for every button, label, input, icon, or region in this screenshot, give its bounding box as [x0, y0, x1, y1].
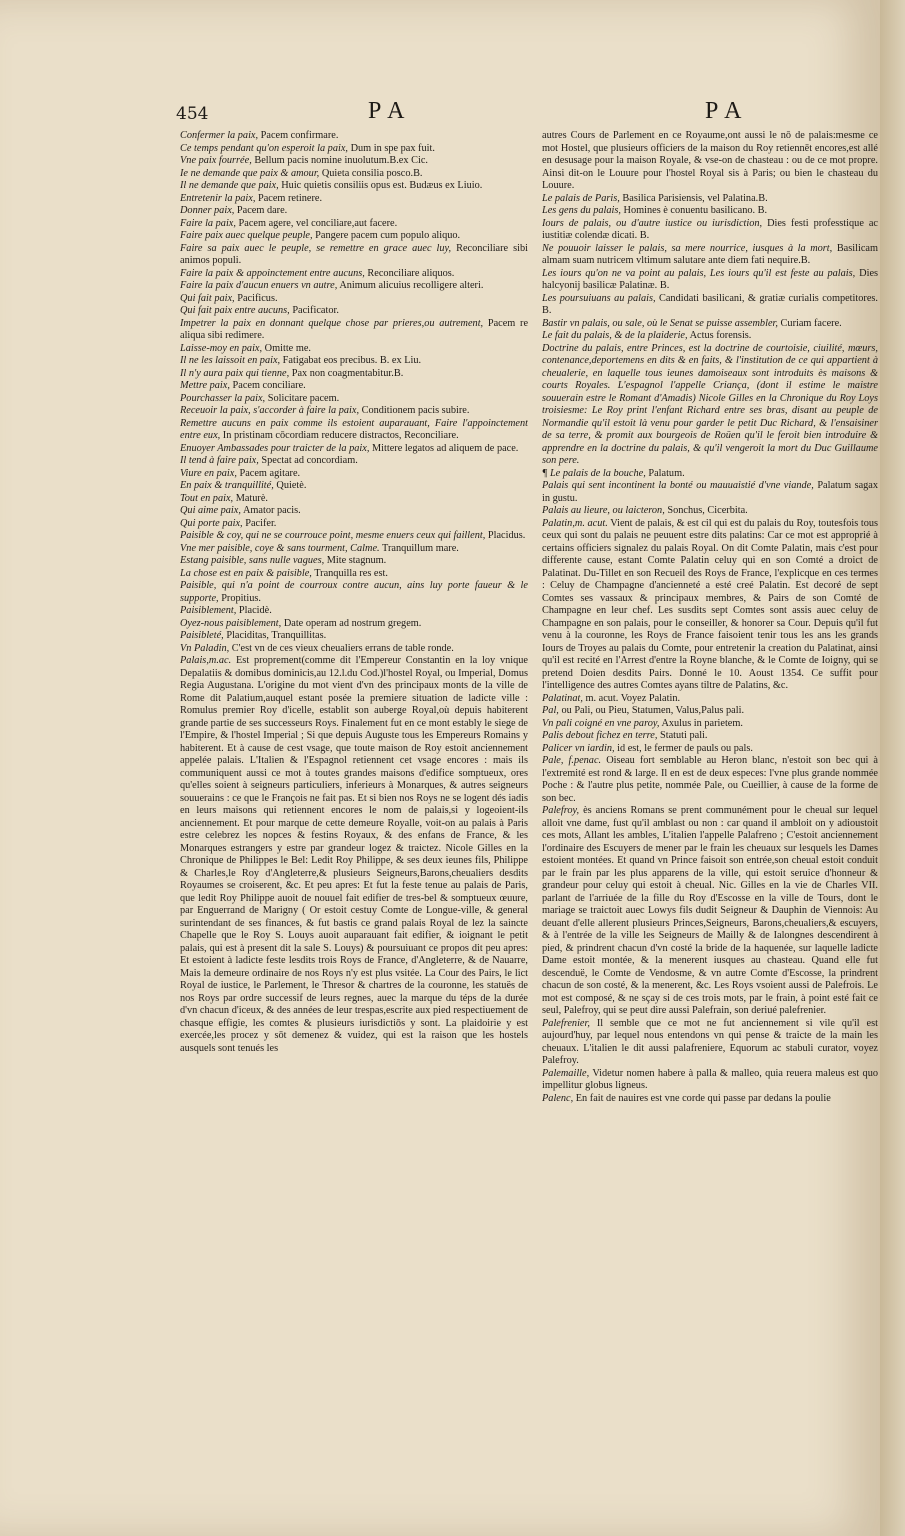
entry-french: Qui porte paix,: [180, 517, 243, 529]
entry-french: Palefroy,: [542, 805, 580, 816]
entry-latin: Omitte me.: [264, 342, 311, 354]
entry-latin: Pacem agitare.: [239, 467, 301, 479]
dictionary-entry: [542, 343, 878, 468]
entry-french: Les gens du palais,: [542, 205, 621, 216]
entry-latin: Pacificus.: [237, 292, 278, 304]
entry-latin: Huic quietis consiliis opus est. Budæus ex Liuio.: [281, 180, 483, 191]
entry-french: Ce temps pendant qu'on esperoit la paix,: [180, 142, 348, 154]
dictionary-entry: [542, 318, 878, 331]
entry-french: Palatinat,: [542, 692, 583, 704]
entry-french: Confermer la paix,: [180, 130, 259, 141]
dictionary-entry: [180, 393, 528, 406]
entry-french: Vn Paladin,: [180, 642, 230, 654]
entry-french: Pale, f.penac.: [542, 755, 602, 766]
entry-french: Palais au lieure, ou laicteron,: [542, 505, 665, 516]
entry-french: Palefrenier,: [542, 1017, 590, 1029]
dictionary-entry: [180, 455, 528, 468]
entry-latin: Animum alicuius recolligere alteri.: [339, 280, 484, 291]
dictionary-entry: [542, 705, 878, 718]
dictionary-entry: [180, 168, 528, 181]
dictionary-entry: [180, 280, 528, 293]
entry-latin: Conditionem pacis subire.: [361, 405, 470, 416]
page-edge: [880, 0, 905, 1536]
entry-french: Paisiblement,: [180, 605, 237, 616]
entry-latin: Homines è conuentu basilicano. B.: [623, 205, 768, 216]
entry-latin: Reconciliare aliquos.: [367, 267, 455, 279]
running-head-right: PA: [705, 98, 750, 124]
page-number: 454: [176, 104, 209, 124]
entry-latin: Reconciliare sibi animos populi.: [180, 242, 528, 266]
entry-latin: Dies halcyonij basilicæ Palatinæ. B.: [542, 267, 878, 291]
entry-latin: Tranquilla res est.: [314, 567, 388, 579]
dictionary-entry: [180, 130, 528, 143]
dictionary-entry: [180, 518, 528, 531]
entry-french: Tout en paix,: [180, 492, 234, 504]
entry-latin: Bellum pacis nomine inuolutum.B.ex Cic.: [254, 155, 428, 166]
dictionary-entry: [180, 530, 528, 543]
dictionary-entry: [180, 293, 528, 306]
entry-latin: Pacifer.: [245, 517, 277, 529]
entry-french: Les iours qu'on ne va point au palais, Les iours qu'il est feste au palais,: [542, 267, 856, 279]
entry-french: Palis debout fichez en terre,: [542, 730, 658, 741]
running-head-left: PA: [368, 98, 413, 124]
entry-french: Pal,: [542, 705, 559, 716]
entry-french: Oyez-nous paisiblement,: [180, 617, 282, 629]
entry-french: Doctrine du palais, entre Princes, est la doctrine de courtoisie, ciuilité, mœurs, contenance,deportemens en dits & en faits, & l'institution de ce qui appartient à cheualerie, en laquelle tous ieunes damoiseaux sont introduits ès maisons & courts Royales. L'espagnol l'appelle Criança, (dont il estime le maistre souuerain estre le Romant d'Amadis) Nicole Gilles en la Chronique du Roy Loys troisiesme: Le Roy print l'enfant Richard entre ses bras, disant au peuple de Normandie qu'il estoit là venu pour garder le petit Duc Richard, & l'ensaisiner de sa terre, & promit aux bourgeois de Roüen qu'il le feroit bien introduire & apprendre en la doctrine du palais, & qu'il vengeroit la mort du Duc Guillaume son pere.: [542, 342, 878, 466]
entry-latin: Basilicam almam suam nutricem vltimum salutare ante diem fati nequire.B.: [542, 242, 878, 266]
entry-latin: Tranquillum mare.: [382, 542, 459, 554]
entry-french: Palatin,m. acut.: [542, 517, 608, 529]
entry-french: Paisible, qui n'a point de courroux contre aucun, ains luy porte faueur & le supporte,: [180, 580, 528, 604]
dictionary-entry: [542, 330, 878, 343]
dictionary-entry: [542, 293, 878, 318]
entry-latin: Videtur nomen habere à palla & malleo, quia reuera maleus est quo impellitur globus ligneus.: [542, 1067, 878, 1091]
dictionary-entry: [542, 743, 878, 756]
dictionary-entry: [542, 693, 878, 706]
entry-french: Bastir vn palais, ou sale, où le Senat se puisse assembler,: [542, 317, 778, 329]
entry-french: Viure en paix,: [180, 467, 237, 479]
entry-latin: In pristinam cōcordiam reducere distractos, Reconciliare.: [222, 430, 459, 441]
entry-latin: Solicitare pacem.: [267, 392, 340, 404]
dictionary-entry: [180, 493, 528, 506]
entry-latin: Mittere legatos ad aliquem de pace.: [372, 442, 519, 454]
dictionary-entry: [180, 655, 528, 1055]
entry-latin: Quieta consilia posco.B.: [321, 167, 423, 179]
entry-latin: Maturè.: [235, 492, 268, 504]
entry-french: Donner paix,: [180, 205, 235, 216]
entry-french: Palais qui sent incontinent la bonté ou mauuaistié d'vne viande,: [542, 480, 814, 491]
entry-french: Il n'y aura paix qui tienne,: [180, 367, 290, 379]
entry-french: Qui aime paix,: [180, 505, 241, 516]
entry-french: Faire la paix d'aucun enuers vn autre,: [180, 280, 338, 291]
dictionary-entry: [542, 730, 878, 743]
entry-french: En paix & tranquillité,: [180, 480, 274, 491]
dictionary-entry: [542, 268, 878, 293]
entry-latin: Fatigabat eos precibus. B. ex Liu.: [282, 355, 422, 366]
entry-latin: id est, le fermer de pauls ou pals.: [617, 742, 753, 754]
entry-french: Laisse-moy en paix,: [180, 342, 263, 354]
entry-french: Pourchasser la paix,: [180, 392, 266, 404]
dictionary-entry: [542, 1068, 878, 1093]
dictionary-entry: [180, 143, 528, 156]
entry-latin: Mite stagnum.: [326, 555, 387, 566]
entry-latin: Statuti pali.: [660, 730, 708, 741]
dictionary-entry: [180, 505, 528, 518]
entry-latin: C'est vn de ces vieux cheualiers errans de table ronde.: [231, 642, 454, 654]
dictionary-entry: [180, 380, 528, 393]
entry-latin: Sonchus, Cicerbita.: [667, 505, 748, 516]
entry-latin: Placidus.: [487, 530, 526, 541]
dictionary-entry: [180, 343, 528, 356]
entry-latin: Basilica Parisiensis, vel Palatina.B.: [622, 192, 768, 204]
dictionary-entry: [180, 355, 528, 368]
entry-french: Ie ne demande que paix & amour,: [180, 167, 320, 179]
entry-latin: Pacem retinere.: [257, 192, 323, 204]
entry-french: Le fait du palais, & de la plaiderie,: [542, 330, 688, 341]
entry-french: Qui fait paix,: [180, 292, 235, 304]
entry-french: Palenc,: [542, 1092, 574, 1104]
dictionary-entry: [180, 618, 528, 631]
dictionary-entry: [542, 1018, 878, 1068]
entry-french: Mettre paix,: [180, 380, 230, 391]
dictionary-entry: [542, 218, 878, 243]
entry-french: Palais,m.ac.: [180, 655, 232, 666]
entry-latin: Propitius.: [221, 592, 261, 604]
entry-french: Il tend à faire paix,: [180, 455, 259, 466]
entry-french: Il ne demande que paix,: [180, 180, 279, 191]
dictionary-entry: [180, 443, 528, 456]
entry-latin: Vient de palais, & est cil qui est du palais du Roy, toutesfois tous ceux qui sont du palais ne peuuent estre dits palatins: Car ce mot est approprié à certains officiers signalez du palais Royal. On dit Comte Palatin, mais c'est pour differente cause, estant Comte Palatin celuy qui en son Comté a droict de Palatinat. Du-Tillet en son Recueil des Roys de France, l'explicque en ces termes : Celuy de Champagne d'ancienneté a esté creé Palatin. Est decoré de sept Comtes ses vassaux & principaux membres, & Pairs de son Comté de Champagne en leur chef. Les susdits sept Comtes sont assis auec celuy de Champagne en son palais, pour le conseiller, & honorer sa Cour. Depuis qu'il fut venu à la couronne, les Roys de France faisoient tenir tous les ans les grands Iours de Troyes au palais du Comte, pour entretenir la creation du Palatinat, ainsi qu'il est recité en l'Arrest d'entre la Royne blanche, & le Comte de Ioigny, qui se pretend Doien desdits Pairs. Donné le 10. Aoust 1354. Ce suffit pour l'intelligence des autres Comtes ayans tiltre de Palatins, &c.: [542, 517, 878, 691]
dictionary-entry: [180, 605, 528, 618]
entry-french: Palicer vn iardin,: [542, 742, 615, 754]
entry-french: ¶ Le palais de la bouche,: [542, 467, 646, 479]
dictionary-entry: [180, 418, 528, 443]
dictionary-entry: [180, 305, 528, 318]
dictionary-entry: [180, 468, 528, 481]
entry-latin: Il semble que ce mot ne fut anciennement si vile qu'il est aujourd'huy, par lequel nous entendons vn qui pense & traicte de la main les cheuaux. L'italien le dit aussi palafreniere, Equorum ac stabuli curator, voyez Palefroy.: [542, 1017, 878, 1066]
entry-french: Impetrer la paix en donnant quelque chose par prieres,ou autrement,: [180, 317, 484, 329]
entry-french: Enuoyer Ambassades pour traicter de la paix,: [180, 442, 370, 454]
entry-french: Paisible & coy, qui ne se courrouce point, mesme enuers ceux qui faillent,: [180, 530, 486, 541]
right-column: [542, 130, 878, 1370]
dictionary-entry: [542, 468, 878, 481]
dictionary-entry: [180, 193, 528, 206]
entry-latin: Candidati basilicani, & gratiæ curialis competitores. B.: [542, 292, 878, 316]
entry-latin: ès anciens Romans se prent communément pour le cheual sur lequel alloit vne dame, fust qu'il amblast ou non : car quand il ambloit on y adioustoit ces mots, Allant les ambles, L'italien l'appelle Palafreno ; C'estoit anciennement l'ordinaire des Escuyers de mener par le frain les cheuaux sur lesquels les Dames estoient montées. Et quand vn Prince faisoit son entrée,son cheual estoit conduit par le frain par les plus apparens de la ville, qui estoit seruice d'honneur & grandeur pour celuy qui estoit à cheual. Nic. Gilles en la vie de Charles VII. parlant de l'arriuée de la fille du Roy d'Escosse en la ville de Tours, dont le mariage se traictoit auec Lowys fils dudit Seigneur & Dauphin de Viennois: Au deuant d'elle allerent plusieurs Princes,Seigneurs, Barons,cheualiers,& escuyers, & à l'entrée de la ville les Seigneurs de Mailly & de Ialongnes descendirent à pied, & prindrent chacun d'vn costé la bride de la haquenée, sur laquelle ladicte Dame estoit montée, & la menerent iusques au chasteau. Quand elle fut descenduë, le Comte de Vendosme, & vn autre Comte d'Escosse, la prindrent chacun de son costé, & la menerent, &c. Les Roys vsoient aussi de Palefrois. Le mot est composé, & ne sçay si de ces trois mots, par le frain, à point esté fait ce seul, Palefroy, qui se peut dire aussi Palefrain, son deriué palefrenier.: [542, 805, 878, 1016]
dictionary-entry: [180, 368, 528, 381]
dictionary-entry: [180, 230, 528, 243]
dictionary-entry: [180, 543, 528, 556]
entry-latin: Dum in spe pax fuit.: [350, 142, 435, 154]
entry-latin: autres Cours de Parlement en ce Royaume,ont aussi le nō de palais:mesme ce mot Hostel, que plusieurs officiers de la maison du Roy retiennēt encores,est allé en desusage pour la maison Royale, & vse-on de chasteau : ou de ce mot propre. Ainsi dit-on le Louure pour l'hostel Royal sis à Paris; ou bien le chasteau du Louure.: [542, 130, 878, 191]
entry-french: Les poursuiuans au palais,: [542, 292, 656, 304]
dictionary-entry: [542, 718, 878, 731]
dictionary-entry: [180, 568, 528, 581]
entry-latin: Pacem conciliare.: [232, 380, 306, 391]
dictionary-entry: [180, 555, 528, 568]
dictionary-entry: [180, 405, 528, 418]
dictionary-entry: [180, 480, 528, 493]
entry-latin: Pacem agere, vel conciliare,aut facere.: [238, 217, 398, 229]
entry-french: Il ne les laissoit en paix,: [180, 355, 281, 366]
entry-french: Receuoir la paix, s'accorder à faire la paix,: [180, 405, 360, 416]
entry-latin: Axulus in parietem.: [661, 717, 743, 729]
entry-french: La chose est en paix & paisible,: [180, 567, 312, 579]
entry-latin: Est proprement(comme dit l'Empereur Constantin en la loy vnique Depalatiis & domibus dominicis,au 12.l.du Cod.)l'hostel Royal, ou Imperial, Domus Regia Augustana. L'origine du mot vient d'vn des principaux monts de la ville de Rome dit Palatium,auquel estant posée la premiere situation de ladicte ville : Romulus premier Roy d'icelle, establit son auberge Royal,où depuis habiterent grande partie de ses successeurs Roys. Finalement fut en ce mont estably le siege de l'Empire, & l'hostel Imperial ; Si que depuis Auguste tous les Empereurs Romains y habiterent. Et à cause de cest vsage, que toute maison de Roy estoit anciennement appelée palais. L'Italien & l'Espagnol retiennent cet vsage encores : mais ils communiquent aussi ce mot à toutes grandes maisons d'edifice somptueux, ores qu'elles soient à seigneurs particuliers, inferieurs à Monarques, & autres seigneurs souuerains : ce que le François ne fait pas. Et si bien nos Roys ne se logent dés iadis en leurs maisons qui retiennent encores le nom de palais,si y logeoient-ils anciennement. Et pour marque de cette demeure Royalle, voit-on au palais à Paris estre celebrez les nopces & festins Royaux, & des enfans de France, & les Monarques estrangers y estre par grandeur logez & traictez. Nicole Gilles en la Chronique de Philippes le Bel: Ledit Roy Philippe, & ses deux ieunes fils, Philippe & Charles,le Roy d'Angleterre,& plusieurs Seigneurs,Barons,cheualiers desdits Royaumes se croiserent, &c. Et peu apres: Et fut la feste tenue au palais de Paris, que ledit Roy Philippe auoit de nouuel fait edifier de tres-bel & somptueux œuure, par Enguerrand de Marigny ( Or estoit cestuy Comte de Longue-ville, & general surintendant de ses finances, & fut bastis ce grand palais Royal de lez la saincte Chapelle que le Roy S. Louys auoit auparauant fait edifier, & ioignant le petit palais, qui est à present dit la sale S. Louys) & poursuiuant ce propos dit peu apres: Et estoient à ladicte feste lesdits trois Roys de France, d'Angleterre, & de Nauarre, Mais la demeure ordinaire de nos Roys n'y est plus vsitée. La Cour des Pairs, le lict Royal de iustice, le Parlement, le Thresor & chartres de la couronne, les statuës de nos Roys par ordre successif de leurs regnes, auec la marque du téps de la durée d'vn chacun d'iceux, & des années de leur trespas,escrite aux pied respectiuement de chasque effigie, les comtes & plusieurs iurisdictiōs y sont. La plaidoirie y est exercée,les procez y sōt demenez & vuidez, qui est la raison que les hostels ausquels sont tenués les: [180, 655, 528, 1054]
entry-latin: Placiditas, Tranquillitas.: [226, 630, 327, 641]
dictionary-entry: [542, 1093, 878, 1106]
dictionary-entry: [180, 268, 528, 281]
dictionary-entry: [180, 318, 528, 343]
dictionary-entry: [542, 193, 878, 206]
entry-french: Vn pali coigné en vne paroy,: [542, 717, 660, 729]
entry-french: Qui fait paix entre aucuns,: [180, 305, 290, 316]
dictionary-entry: [542, 805, 878, 1018]
entry-french: Palemaille,: [542, 1067, 590, 1079]
dictionary-entry: [542, 130, 878, 193]
entry-latin: Date operam ad nostrum gregem.: [283, 617, 422, 629]
dictionary-entry: [180, 243, 528, 268]
dictionary-entry: [180, 155, 528, 168]
entry-latin: En fait de nauires est vne corde qui passe par dedans la poulie: [575, 1092, 831, 1104]
entry-latin: Palatum sagax in gustu.: [542, 480, 878, 504]
entry-french: Ne pouuoir laisser le palais, sa mere nourrice, iusques à la mort,: [542, 242, 833, 254]
entry-french: Le palais de Paris,: [542, 192, 620, 204]
dictionary-entry: [542, 480, 878, 505]
entry-latin: m. acut. Voyez Palatin.: [585, 692, 681, 704]
dictionary-entry: [542, 505, 878, 518]
dictionary-entry: [180, 218, 528, 231]
entry-french: Paisibleté,: [180, 630, 224, 641]
dictionary-entry: [542, 243, 878, 268]
entry-latin: Pax non coagmentabitur.B.: [291, 367, 404, 379]
dictionary-entry: [542, 518, 878, 693]
entry-french: Remettre aucuns en paix comme ils estoient auparauant, Faire l'appoinctement entre eux,: [180, 417, 528, 441]
entry-latin: ou Pali, ou Pieu, Statumen, Valus,Palus pali.: [561, 705, 745, 716]
left-column: [180, 130, 528, 1370]
entry-french: Faire la paix & appoinctement entre aucuns,: [180, 267, 365, 279]
dictionary-entry: [180, 580, 528, 605]
dictionary-entry: [542, 755, 878, 805]
entry-french: Vne mer paisible, coye & sans tourment, Calme.: [180, 542, 380, 554]
entry-french: Vne paix fourrée,: [180, 155, 252, 166]
entry-french: Iours de palais, ou d'autre iustice ou iurisdiction,: [542, 217, 763, 229]
dictionary-entry: [180, 180, 528, 193]
entry-latin: Quietè.: [276, 480, 307, 491]
entry-latin: Pacem confirmare.: [260, 130, 339, 141]
entry-latin: Oiseau fort semblable au Heron blanc, n'estoit son bec qui à l'extremité est rond & large. Il en est de deux especes: l'vne plus grande nommée Poche : & l'autre plus petite, nommée Pale, ou Cueillier, à cause de la forme de son bec.: [542, 755, 878, 804]
entry-latin: Spectat ad concordiam.: [261, 455, 358, 466]
dictionary-entry: [180, 205, 528, 218]
dictionary-entry: [542, 205, 878, 218]
entry-french: Faire paix auec quelque peuple,: [180, 230, 313, 241]
entry-latin: Pangere pacem cum populo aliquo.: [315, 230, 461, 241]
entry-latin: Actus forensis.: [689, 330, 752, 341]
entry-latin: Curiam facere.: [780, 317, 842, 329]
entry-latin: Palatum.: [648, 467, 685, 479]
entry-latin: Amator pacis.: [242, 505, 301, 516]
entry-latin: Pacem dare.: [236, 205, 288, 216]
entry-latin: Dies festi professtique ac iustitiæ colendæ dicati. B.: [542, 217, 878, 241]
entry-latin: Pacificator.: [292, 305, 339, 316]
entry-french: Faire la paix,: [180, 217, 236, 229]
entry-french: Estang paisible, sans nulle vagues,: [180, 555, 325, 566]
dictionary-entry: [180, 630, 528, 643]
entry-latin: Placidè.: [238, 605, 272, 616]
entry-latin: Pacem re aliqua sibi redimere.: [180, 317, 528, 341]
entry-french: Entretenir la paix,: [180, 192, 256, 204]
dictionary-entry: [180, 643, 528, 656]
entry-french: Faire sa paix auec le peuple, se remettre en grace auec luy,: [180, 242, 452, 254]
